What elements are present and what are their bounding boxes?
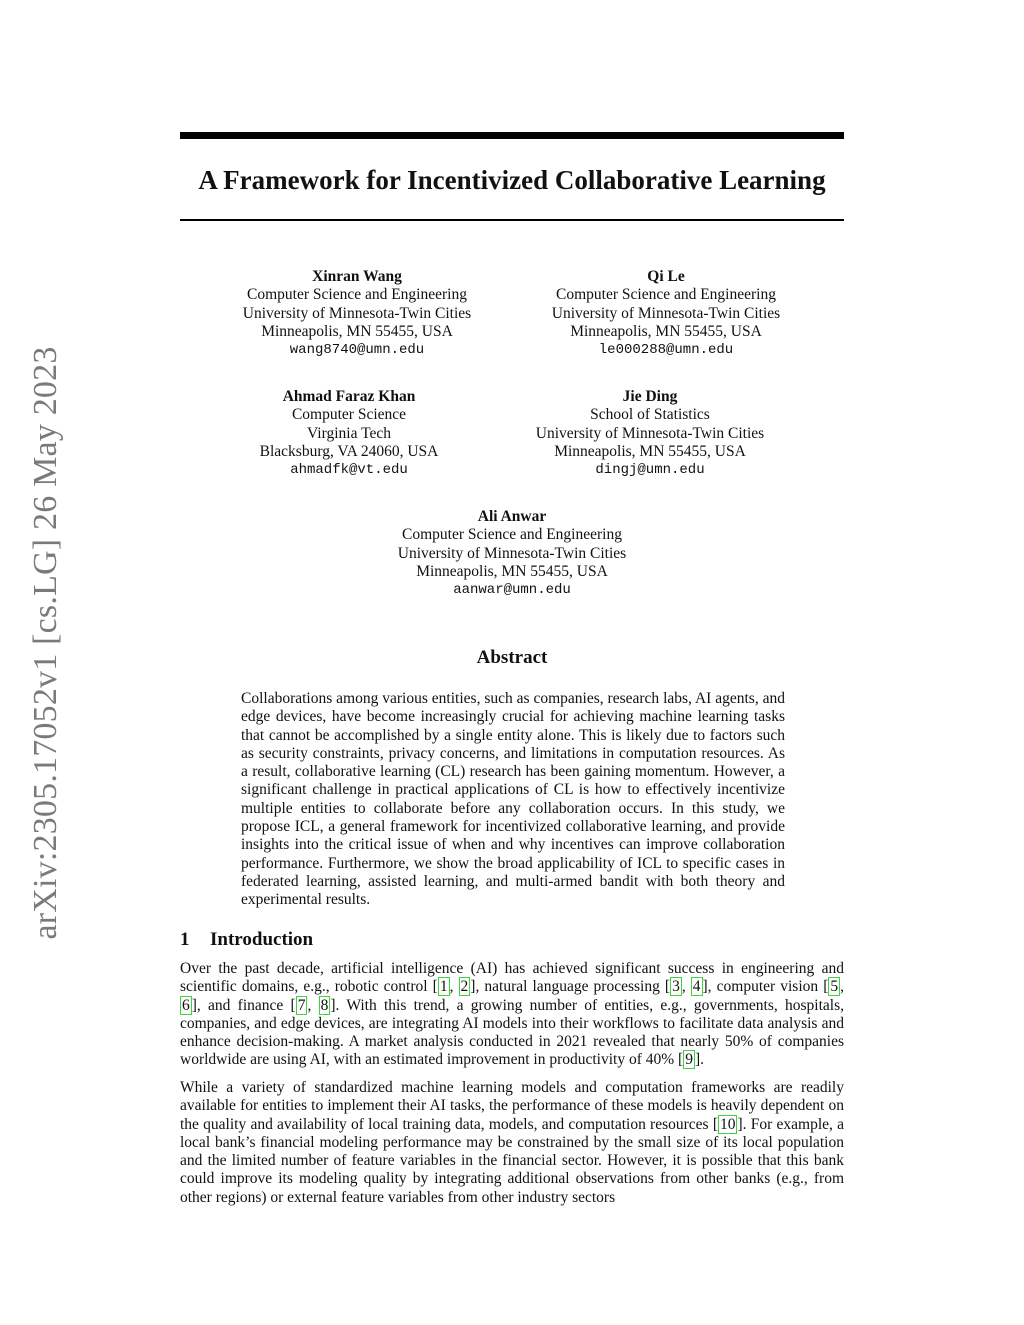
citation-link[interactable]: 10 — [719, 1115, 736, 1133]
author-email[interactable]: dingj@umn.edu — [595, 462, 705, 479]
citation-link[interactable]: 9 — [685, 1051, 693, 1069]
section-title: Introduction — [210, 929, 314, 950]
text-run: ]. For example, a local bank’s financial modeling performance may be constrained by the small size of its local population and the limited number of feature variables in the financial sector. However, it is possible that this bank could improve its modeling quality by integrating additional observations from other banks (e.g., from other regions) or external feature variables from other industry sectors — [180, 1115, 844, 1206]
author-name: Xinran Wang — [312, 268, 402, 285]
author-department: Computer Science and Engineering — [556, 286, 776, 304]
text-run: ], computer vision [ — [702, 978, 829, 996]
author-email[interactable]: ahmadfk@vt.edu — [290, 462, 408, 479]
author-institution: Virginia Tech — [307, 424, 391, 442]
citation-link[interactable]: 8 — [320, 996, 329, 1014]
text-run: ], natural language processing [ — [470, 978, 671, 996]
author-department: Computer Science and Engineering — [402, 526, 622, 544]
text-run: , — [307, 996, 319, 1014]
citation-link[interactable]: 6 — [182, 996, 190, 1014]
citation-link[interactable]: 4 — [692, 978, 701, 996]
text-run: ]. With this trend, a growing number of entities, e.g., governments, hospitals, companies, and edge devices, are integrating AI models into their workflows to facilitate data analysis and enhance decision-making. A market analysis conducted in 2021 revealed that nearly 50% of companies worldwide are using AI, with an estimated improvement in productivity of 40% [ — [180, 996, 845, 1069]
text-run: ], and finance [ — [191, 996, 296, 1014]
author-name: Jie Ding — [622, 388, 678, 405]
author-block — [177, 268, 537, 359]
intro-paragraph-2 — [180, 1079, 844, 1207]
author-block — [332, 508, 692, 599]
section-heading — [180, 929, 313, 951]
author-block — [486, 268, 846, 359]
text-run: ]. — [694, 1051, 705, 1069]
paper-title: A Framework for Incentivized Collaborative Learning — [198, 165, 826, 195]
author-email[interactable]: aanwar@umn.edu — [453, 582, 571, 599]
author-block — [470, 388, 830, 479]
author-email[interactable]: wang8740@umn.edu — [289, 342, 425, 359]
author-department: Computer Science — [291, 406, 407, 424]
author-address: Minneapolis, MN 55455, USA — [554, 442, 746, 460]
citation-link[interactable]: 7 — [297, 996, 306, 1014]
author-institution: University of Minnesota-Twin Cities — [242, 304, 472, 322]
section-number: 1 — [180, 929, 190, 950]
text-run: , — [840, 978, 844, 996]
author-email[interactable]: le000288@umn.edu — [598, 342, 734, 359]
citation-link[interactable]: 2 — [460, 978, 469, 996]
author-department: School of Statistics — [590, 406, 710, 424]
citation-link[interactable]: 1 — [439, 978, 448, 996]
author-name: Qi Le — [647, 268, 685, 285]
citation-link[interactable]: 3 — [672, 978, 680, 996]
citation-link[interactable]: 5 — [830, 978, 839, 996]
text-run: , — [681, 978, 691, 996]
author-institution: University of Minnesota-Twin Cities — [397, 544, 627, 562]
arxiv-identifier: arXiv:2305.17052v1 [cs.LG] 26 May 2023 — [27, 346, 64, 940]
abstract-text: Collaborations among various entities, such as companies, research labs, AI agents, and edge devices, have become increasingly crucial for achieving machine learning tasks that cannot be accomplished by a single entity alone. This is likely due to factors such as security constraints, privacy concerns, and limitations in computation resources. As a result, collaborative learning (CL) research has been gaining momentum. However, a significant challenge in practical applications of CL is how to effectively incentivize multiple entities to collaborate before any collaboration occurs. In this study, we propose ICL, a general framework for incentivized collaborative learning, and provide insights into the critical issue of when and why incentives can improve collaboration performance. Furthermore, we show the broad applicability of ICL to specific cases in federated learning, assisted learning, and multi-armed bandit with both theory and experimental results. — [241, 690, 785, 909]
author-department: Computer Science and Engineering — [247, 286, 467, 304]
author-address: Blacksburg, VA 24060, USA — [259, 442, 439, 460]
title-rule-bottom — [180, 219, 844, 221]
arxiv-stamp — [0, 0, 80, 1325]
author-address: Minneapolis, MN 55455, USA — [416, 562, 608, 580]
text-run: While a variety of standardized machine learning models and computation frameworks are readily available for entities to implement their AI tasks, the performance of these models is heavily dependent on the quality and availability of local training data, models, and computation resources [ — [180, 1079, 844, 1133]
author-institution: University of Minnesota-Twin Cities — [535, 424, 765, 442]
author-institution: University of Minnesota-Twin Cities — [551, 304, 781, 322]
abstract-heading: Abstract — [476, 647, 548, 668]
author-name: Ahmad Faraz Khan — [282, 388, 416, 405]
text-run: Over the past decade, artificial intelligence (AI) has achieved significant success in engineering and scientific domains, e.g., robotic control [ — [180, 960, 844, 996]
author-address: Minneapolis, MN 55455, USA — [261, 322, 453, 340]
intro-paragraph-1 — [180, 960, 844, 1070]
author-address: Minneapolis, MN 55455, USA — [570, 322, 762, 340]
text-run: , — [449, 978, 459, 996]
title-rule-top — [180, 132, 844, 139]
author-name: Ali Anwar — [477, 508, 547, 525]
